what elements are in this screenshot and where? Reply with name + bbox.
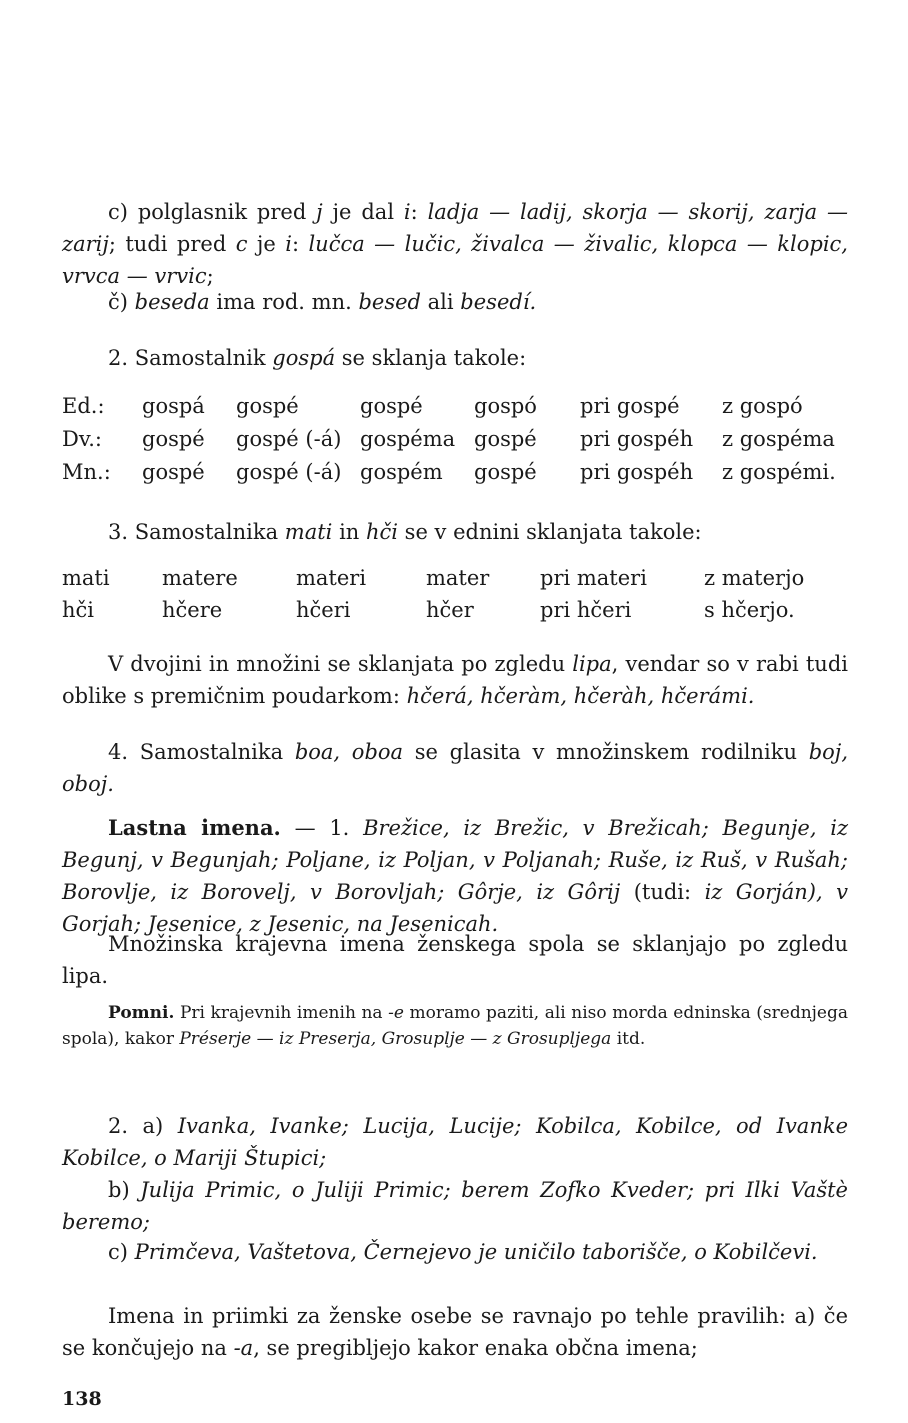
page-number: 138 xyxy=(62,1388,102,1410)
section-2-heading: 2. Samostalnik gospá se sklanja takole: xyxy=(108,346,527,370)
lastna-imena-paragraph: Lastna imena. — 1. Brežice, iz Brežic, v Brežicah; Begunje, iz Begunj, v Begunjah; Poljane, iz Poljan, v Poljanah; Ruše, iz Ruš, v Rušah; Borovlje, iz Borovelj, v Borovljah; Gôrje, iz Gôrij (tudi: iz Gorján), v Gorjah; Jesenice, z Jesenic, na Jesenicah. xyxy=(62,815,849,936)
paragraph-ch: č) beseda ima rod. mn. besed ali besedí. xyxy=(108,290,537,314)
example-2b: b) Julija Primic, o Juliji Primic; berem Zofko Kveder; pri Ilki Vaštè beremo; xyxy=(62,1178,848,1234)
mnozinska-paragraph: Množinska krajevna imena ženskega spola se sklanjajo po zgledu lipa. xyxy=(62,932,848,988)
example-2a: 2. a) Ivanka, Ivanke; Lucija, Lucije; Kobilca, Kobilce, od Ivanke Kobilce, o Mariji Štupici; xyxy=(62,1114,849,1170)
example-2c: c) Primčeva, Vaštetova, Černejevo je uničilo taborišče, o Kobilčevi. xyxy=(108,1240,818,1264)
section-3-heading: 3. Samostalnika mati in hči se v ednini sklanjata takole: xyxy=(108,520,702,544)
imena-paragraph: Imena in priimki za ženske osebe se ravnajo po tehle pravilih: a) če se končujejo na -a, se pregibljejo kakor enaka občna imena; xyxy=(62,1304,848,1360)
paragraph-dvojina: V dvojini in množini se sklanjata po zgledu lipa, vendar so v rabi tudi oblike s premičnim poudarkom: hčerá, hčeràm, hčeràh, hčerámi. xyxy=(62,652,848,708)
section-4-paragraph: 4. Samostalnika boa, oboa se glasita v množinskem rodilniku boj, oboj. xyxy=(62,740,848,796)
pomni-note: Pomni. Pri krajevnih imenih na -e moramo paziti, ali niso morda edninska (srednjega spola), kakor Préserje — iz Preserja, Grosuplje — z Grosupljega itd. xyxy=(62,1003,849,1049)
paragraph-c: c) polglasnik pred j je dal i: ladja — ladij, skorja — skorij, zarja — zarij; tudi pred c je i: lučca — lučic, živalca — živalic, klopca — klopic, vrvca — vrvic; xyxy=(62,200,848,288)
